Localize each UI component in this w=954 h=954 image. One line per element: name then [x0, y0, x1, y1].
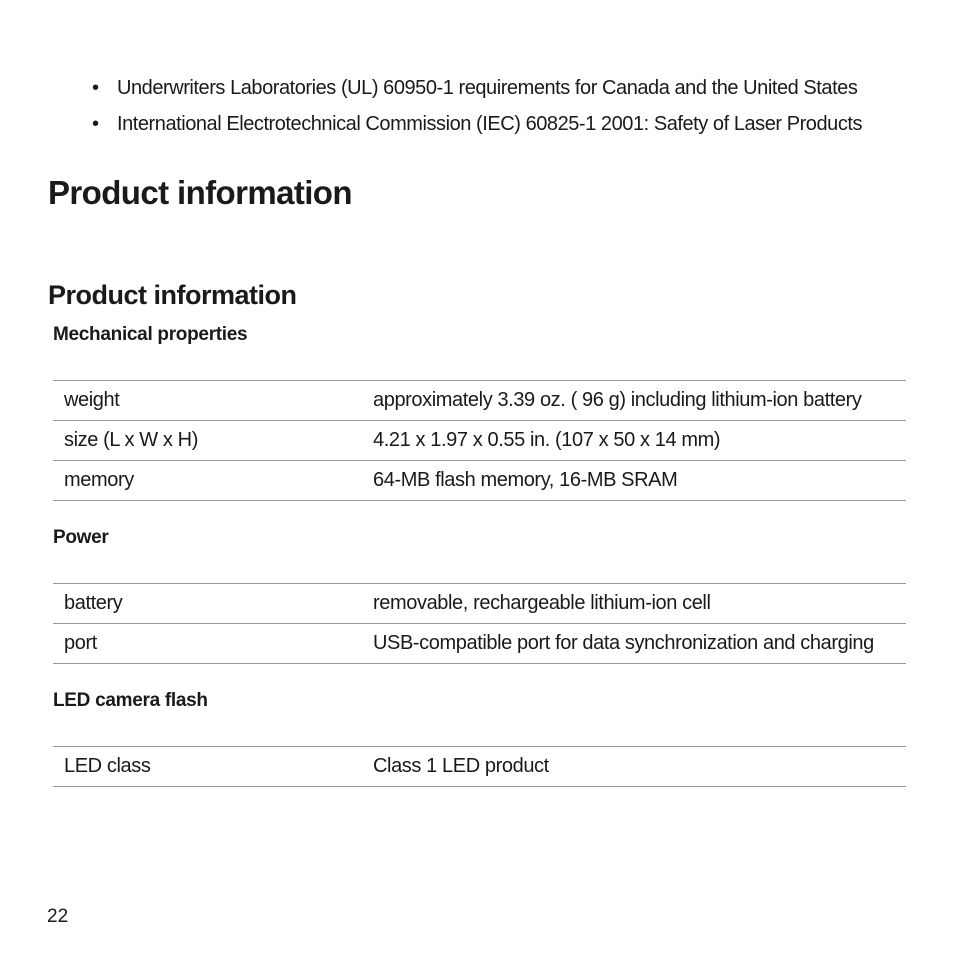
spec-value: 4.21 x 1.97 x 0.55 in. (107 x 50 x 14 mm) [369, 421, 906, 461]
power-table [53, 583, 906, 664]
section-heading: Product information [48, 280, 297, 310]
spec-value: Class 1 LED product [369, 747, 906, 787]
power-label: Power [53, 527, 109, 548]
list-item [92, 106, 922, 142]
spec-key: port [53, 624, 369, 664]
table-row [53, 381, 906, 421]
table-row [53, 584, 906, 624]
table-row [53, 624, 906, 664]
spec-key: memory [53, 461, 369, 501]
table-row [53, 421, 906, 461]
spec-value: approximately 3.39 oz. ( 96 g) including lithium-ion battery [369, 381, 906, 421]
led-camera-flash-label: LED camera flash [53, 690, 208, 711]
compliance-list [92, 70, 922, 142]
spec-value: 64-MB flash memory, 16-MB SRAM [369, 461, 906, 501]
led-camera-flash-table [53, 746, 906, 787]
bullet-icon: • [92, 113, 99, 135]
spec-key: weight [53, 381, 369, 421]
mechanical-properties-table [53, 380, 906, 501]
spec-key: size (L x W x H) [53, 421, 369, 461]
mechanical-properties-label: Mechanical properties [53, 324, 248, 345]
table-row [53, 461, 906, 501]
spec-value: USB-compatible port for data synchronization and charging [369, 624, 906, 664]
spec-value: removable, rechargeable lithium-ion cell [369, 584, 906, 624]
spec-key: LED class [53, 747, 369, 787]
bullet-icon: • [92, 77, 99, 99]
page-number: 22 [47, 906, 69, 927]
table-row [53, 747, 906, 787]
bullet-text: Underwriters Laboratories (UL) 60950-1 requirements for Canada and the United States [117, 77, 858, 99]
page-title: Product information [48, 174, 352, 211]
list-item [92, 70, 922, 106]
spec-key: battery [53, 584, 369, 624]
bullet-text: International Electrotechnical Commission (IEC) 60825-1 2001: Safety of Laser Products [117, 113, 863, 135]
